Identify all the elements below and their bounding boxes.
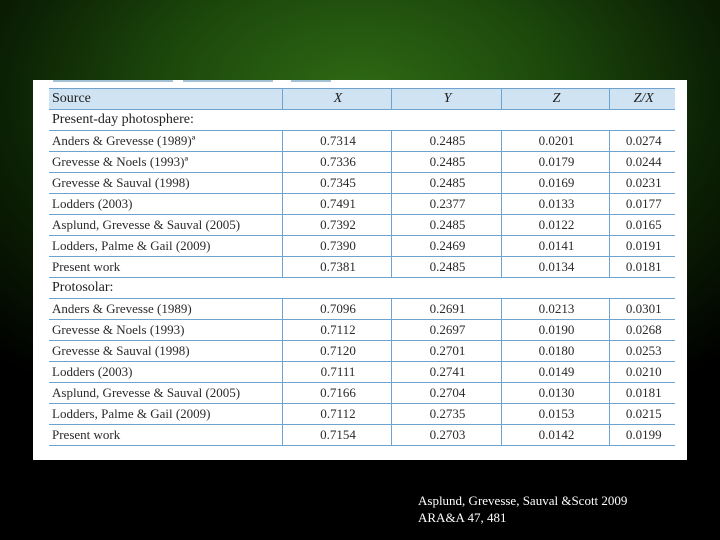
z-cell: 0.0153	[501, 404, 609, 425]
source-cell: Grevesse & Noels (1993)	[49, 320, 282, 341]
z-over-x-cell: 0.0191	[609, 236, 675, 257]
citation-journal: ARA&A 47, 481	[418, 510, 507, 525]
section-header-row	[49, 110, 675, 131]
header-z-over-x: Z/X	[609, 89, 675, 110]
z-over-x-cell: 0.0181	[609, 257, 675, 278]
y-cell: 0.2485	[391, 257, 501, 278]
source-cell: Asplund, Grevesse & Sauval (2005)	[49, 383, 282, 404]
z-over-x-cell: 0.0199	[609, 425, 675, 446]
table-row	[49, 173, 675, 194]
section-title: Protosolar:	[49, 278, 675, 299]
z-cell: 0.0142	[501, 425, 609, 446]
y-cell: 0.2697	[391, 320, 501, 341]
z-cell: 0.0149	[501, 362, 609, 383]
table-row	[49, 131, 675, 152]
table-row	[49, 152, 675, 173]
abundance-table	[49, 88, 675, 446]
section-header-row	[49, 278, 675, 299]
z-cell: 0.0179	[501, 152, 609, 173]
source-cell: Lodders, Palme & Gail (2009)	[49, 404, 282, 425]
z-over-x-cell: 0.0210	[609, 362, 675, 383]
table-row	[49, 215, 675, 236]
source-cell: Grevesse & Sauval (1998)	[49, 341, 282, 362]
x-cell: 0.7392	[282, 215, 391, 236]
citation-authors: Asplund, Grevesse, Sauval &Scott 2009	[418, 493, 628, 508]
x-cell: 0.7112	[282, 404, 391, 425]
source-cell: Grevesse & Noels (1993)ª	[49, 152, 282, 173]
y-cell: 0.2485	[391, 131, 501, 152]
y-cell: 0.2741	[391, 362, 501, 383]
header-z: Z	[501, 89, 609, 110]
x-cell: 0.7120	[282, 341, 391, 362]
z-cell: 0.0141	[501, 236, 609, 257]
source-cell: Present work	[49, 425, 282, 446]
x-cell: 0.7491	[282, 194, 391, 215]
z-over-x-cell: 0.0181	[609, 383, 675, 404]
cropped-caption-remnant	[33, 80, 687, 85]
z-over-x-cell: 0.0177	[609, 194, 675, 215]
x-cell: 0.7111	[282, 362, 391, 383]
table-row	[49, 194, 675, 215]
source-cell: Anders & Grevesse (1989)ª	[49, 131, 282, 152]
y-cell: 0.2701	[391, 341, 501, 362]
x-cell: 0.7345	[282, 173, 391, 194]
z-cell: 0.0130	[501, 383, 609, 404]
table-row	[49, 362, 675, 383]
table-header-row	[49, 89, 675, 110]
source-cell: Anders & Grevesse (1989)	[49, 299, 282, 320]
x-cell: 0.7336	[282, 152, 391, 173]
y-cell: 0.2703	[391, 425, 501, 446]
y-cell: 0.2691	[391, 299, 501, 320]
z-cell: 0.0213	[501, 299, 609, 320]
z-over-x-cell: 0.0268	[609, 320, 675, 341]
table-row	[49, 299, 675, 320]
y-cell: 0.2485	[391, 152, 501, 173]
source-cell: Lodders (2003)	[49, 194, 282, 215]
y-cell: 0.2469	[391, 236, 501, 257]
y-cell: 0.2704	[391, 383, 501, 404]
z-cell: 0.0190	[501, 320, 609, 341]
z-over-x-cell: 0.0165	[609, 215, 675, 236]
table-row	[49, 404, 675, 425]
z-over-x-cell: 0.0231	[609, 173, 675, 194]
section-title: Present-day photosphere:	[49, 110, 675, 131]
source-cell: Lodders, Palme & Gail (2009)	[49, 236, 282, 257]
z-over-x-cell: 0.0244	[609, 152, 675, 173]
y-cell: 0.2735	[391, 404, 501, 425]
z-cell: 0.0169	[501, 173, 609, 194]
source-cell: Present work	[49, 257, 282, 278]
table-image-panel	[33, 80, 687, 460]
table-row	[49, 320, 675, 341]
z-cell: 0.0201	[501, 131, 609, 152]
table-row	[49, 341, 675, 362]
x-cell: 0.7381	[282, 257, 391, 278]
source-cell: Lodders (2003)	[49, 362, 282, 383]
table-body	[49, 110, 675, 446]
z-cell: 0.0134	[501, 257, 609, 278]
z-over-x-cell: 0.0215	[609, 404, 675, 425]
y-cell: 0.2377	[391, 194, 501, 215]
y-cell: 0.2485	[391, 173, 501, 194]
header-source: Source	[49, 89, 282, 110]
x-cell: 0.7390	[282, 236, 391, 257]
z-cell: 0.0133	[501, 194, 609, 215]
table-row	[49, 236, 675, 257]
header-y: Y	[391, 89, 501, 110]
x-cell: 0.7166	[282, 383, 391, 404]
z-over-x-cell: 0.0274	[609, 131, 675, 152]
table-row	[49, 425, 675, 446]
x-cell: 0.7112	[282, 320, 391, 341]
source-cell: Asplund, Grevesse & Sauval (2005)	[49, 215, 282, 236]
x-cell: 0.7096	[282, 299, 391, 320]
z-cell: 0.0180	[501, 341, 609, 362]
y-cell: 0.2485	[391, 215, 501, 236]
x-cell: 0.7154	[282, 425, 391, 446]
citation	[418, 492, 627, 526]
table-row	[49, 383, 675, 404]
source-cell: Grevesse & Sauval (1998)	[49, 173, 282, 194]
x-cell: 0.7314	[282, 131, 391, 152]
table-row	[49, 257, 675, 278]
header-x: X	[282, 89, 391, 110]
z-cell: 0.0122	[501, 215, 609, 236]
z-over-x-cell: 0.0253	[609, 341, 675, 362]
z-over-x-cell: 0.0301	[609, 299, 675, 320]
